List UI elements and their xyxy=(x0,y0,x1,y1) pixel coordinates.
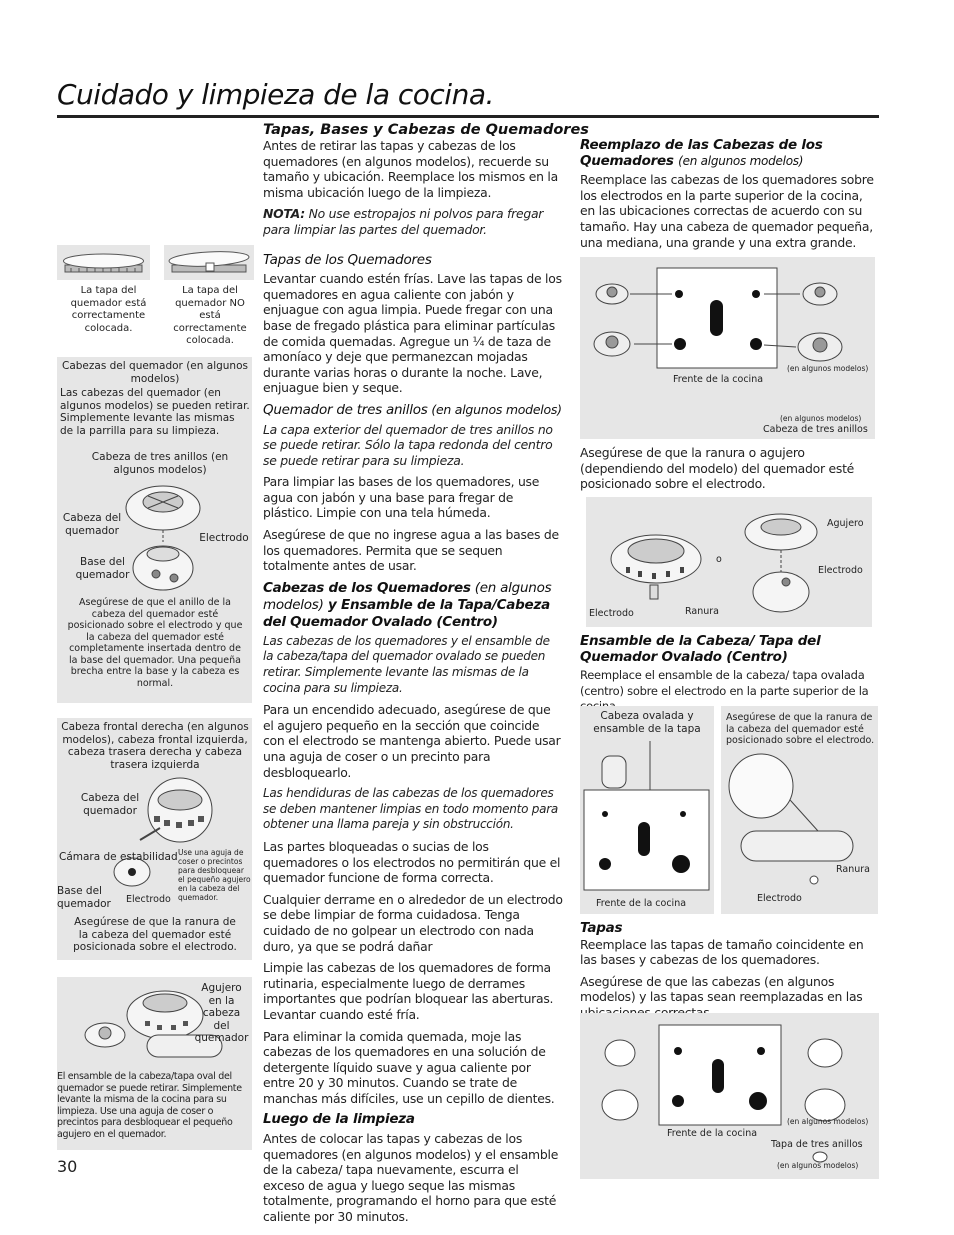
diag1-algunos1: (en algunos modelos) xyxy=(787,364,869,373)
ens-text: Reemplace el ensamble de la cabeza/ tapa ovalada (centro) sobre el electrodo en la parte superior de la xyxy=(580,668,869,698)
cab-heading-c: y Ensamble de la Tapa/Cabeza del Quemador Ovalado (Centro) xyxy=(263,596,550,630)
luego-heading: Luego de la limpieza xyxy=(263,1111,415,1128)
nota xyxy=(263,206,563,237)
correct-cap-image xyxy=(57,245,150,280)
tapas-right-text1: Reemplace las tapas de tamaño coincidente en las bases y cabezas de los quemadores. xyxy=(580,936,864,968)
nota-label: NOTA: xyxy=(263,206,305,222)
box1-burner-drawing xyxy=(118,478,208,598)
cab-text1: Para un encendido adecuado, asegúrese de que el agujero pequeño en la sección que coincide con el electrodo se mantenga abierto. Puede usar una aguja de coser o un precinto para desbloquearlo. xyxy=(263,702,561,780)
diag4-algunos2: (en algunos modelos) xyxy=(777,1161,859,1170)
box3-agujero-label: Agujero en la cabeza del quemador xyxy=(194,982,249,1044)
diag3-ranura: Ranura xyxy=(836,864,870,875)
tapas-text: Levantar cuando estén frías. Lave las tapas de los quemadores en agua caliente con jabón y enjuague con agua limpia. Puede fregar con una base de fregado plástica para eliminar partículas de comida quemadas. Agregue un ¼ de taza de amoníaco y deje que permanezcan mojadas durante varias horas o durante la noche. Lave, enjuague bien y seque. xyxy=(263,271,562,396)
box2-electrodo-label: Electrodo xyxy=(126,894,171,905)
diag1-algunos2: (en algunos modelos) xyxy=(780,414,862,423)
cab-text5: Para eliminar la comida quemada, moje las cabezas de los quemadores en una solución de detergente líquido suave y agua caliente por entre 20 y 30 minutos. Cuando se trate de manchas más difíciles, use un cepillo de dientes. xyxy=(263,1028,555,1106)
reemp-text: Reemplace las cabezas de los quemadores sobre los electrodos en la parte superior de la cocina, en las ubicaciones correctas de acuerdo con su tamaño. Hay una cabeza de quemador pequeña, una mediana, una grande y una extra grande. xyxy=(580,172,874,250)
diag2-o: o xyxy=(716,554,722,565)
page-number: 30 xyxy=(57,1157,78,1176)
reemp-heading-a: Reemplazo de las Cabezas de los Quemadores xyxy=(580,137,823,169)
diag4-tres: Tapa de tres anillos xyxy=(771,1139,863,1150)
ens-heading: Ensamble de la Cabeza/ Tapa del Quemador Ovalado (Centro) xyxy=(580,633,821,665)
diag3-asegurese: Asegúrese de que la ranura de la cabeza del quemador esté posicionado sobre el electrodo. xyxy=(726,712,875,746)
reemplazo-section xyxy=(580,138,878,256)
nota-text: No use estropajos ni polvos para fregar para limpiar las partes del quemador. xyxy=(263,206,544,237)
diag4-frente: Frente de la cocina xyxy=(667,1128,758,1139)
box1-text: Las cabezas del quemador (en algunos modelos) se pueden retirar. Simplemente levante las mismas de la parrilla para su limpieza. xyxy=(60,387,250,437)
diag2-agujero: Agujero xyxy=(827,518,864,529)
diag3-cabeza: Cabeza ovalada y ensamble de la tapa xyxy=(593,710,701,735)
reemp-heading-b: (en algunos modelos) xyxy=(678,153,804,168)
diag1-frente: Frente de la cocina xyxy=(673,374,764,385)
box2-base-label: Base del quemador xyxy=(57,885,111,910)
box3-text: El ensamble de la cabeza/tapa oval del quemador se puede retirar. Simplemente levante la misma de la cocina para su limpieza. Use una aguja de coser o precintos para desbloquear el pequeño agujero en el quemador. xyxy=(57,1071,242,1140)
cab-heading-a: Cabezas de los Quemadores xyxy=(263,579,471,596)
tres-heading: Quemador de tres anillos xyxy=(263,401,428,418)
tres-heading-sub: (en algunos modelos) xyxy=(427,401,562,417)
box1-cabeza-label: Cabeza del quemador xyxy=(62,512,122,537)
tapas-right-text2: Asegúrese de que las cabezas (en algunos modelos) y las tapas sean reemplazadas en las xyxy=(580,973,863,1005)
box2-camara-label: Cámara de estabilidad xyxy=(59,851,178,863)
incorrect-cap-image xyxy=(164,245,254,280)
box2-aguja-note: Use una aguja de coser o precintos para desbloquear el pequeño agujero en la cabeza del quemador. xyxy=(178,848,251,902)
box1-title: Cabezas del quemador (en algunos modelos) xyxy=(62,360,248,385)
cab-text4: Limpie las cabezas de los quemadores de forma rutinaria, especialmente luego de derrames importantes que podrían bloquear las aberturas. Levantar cuando esté fría. xyxy=(263,960,554,1022)
tres-italic: La capa exterior del quemador de tres anillos no se puede retirar. Sólo la tapa redonda del centro se puede retirar para su limpieza. xyxy=(263,421,553,468)
tres-text2: Asegúrese de que no ingrese agua a las bases de los quemadores. Permita que se sequen totalmente antes de usar. xyxy=(263,527,559,574)
cab-text2: Las partes bloqueadas o sucias de los quemadores o los electrodos no permitirán que el quemador funcione de forma correcta. xyxy=(263,838,561,886)
tres-text1: Para limpiar las bases de los quemadores, use agua con jabón y una base para fregar de plástico. Limpie con una tela húmeda. xyxy=(263,474,540,521)
diag1-tres: Cabeza de tres anillos xyxy=(763,424,868,435)
ranura-text: Asegúrese de que la ranura o agujero (dependiendo del modelo) del quemador esté posicionado sobre el electrodo. xyxy=(580,445,855,492)
cap-incorrect-caption: La tapa del quemador NO está correctamente colocada. xyxy=(173,285,247,346)
box1-note: Asegúrese de que el anillo de la cabeza del quemador esté posicionado sobre el electrodo y que la cabeza del quemador esté completamente insertada dentro de la base del quemador. Una pequeña brecha entre la base y la cabeza es normal. xyxy=(67,597,243,689)
tapas-section xyxy=(580,921,878,1027)
cab-text3: Cualquier derrame en o alrededor de un electrodo se debe limpiar de forma cuidadosa. Tenga cuidado de no golpear un electrodo con nada duro, ya que se podrá dañar xyxy=(263,891,563,954)
diag4-algunos1: (en algunos modelos) xyxy=(787,1117,869,1126)
diag2-ranura: Ranura xyxy=(685,606,719,617)
diag2-electrodo1: Electrodo xyxy=(818,565,863,576)
intro-text: Antes de retirar las tapas y cabezas de los quemadores (en algunos modelos), recuerde su tamaño y ubicación. Reemplace los mismos en la misma ubicación luego de la limpieza. xyxy=(263,138,558,200)
diag1-drawing xyxy=(580,257,875,439)
box2-cabeza-label: Cabeza del quemador xyxy=(80,792,140,817)
diag4-drawing xyxy=(580,1013,879,1179)
diag3-right-drawing xyxy=(721,706,878,914)
tapas-right-heading: Tapas xyxy=(580,920,623,936)
box1-tres: Cabeza de tres anillos (en algunos modelos) xyxy=(91,451,229,476)
cap-correct-caption: La tapa del quemador está correctamente colocada. xyxy=(70,285,147,334)
diag3-electrodo: Electrodo xyxy=(757,893,802,904)
page-title: Cuidado y limpieza de la cocina. xyxy=(57,78,494,111)
tapas-heading: Tapas de los Quemadores xyxy=(263,251,432,268)
cab-italic: Las cabezas de los quemadores y el ensamble de la cabeza/tapa del quemador ovalado se pueden retirar. Simplemente levante las mismas de la cocina para su limpieza. xyxy=(263,633,550,695)
luego-text: Antes de colocar las tapas y cabezas de los quemadores (en algunos modelos) y el ensamble de la cabeza/ tapa nuevamente, escurra el exceso de agua y luego seque las mismas totalmente, programando el horno para que esté caliente por 30 minutos. xyxy=(263,1131,559,1225)
box2-title: Cabeza frontal derecha (en algunos modelos), cabeza frontal izquierda, cabeza trasera derecha y cabeza trasera izquierda xyxy=(61,721,249,771)
box2-note: Asegúrese de que la ranura de la cabeza del quemador esté posicionada sobre el electrodo. xyxy=(73,916,237,953)
diag3-frente: Frente de la cocina xyxy=(596,898,687,909)
diag2-electrodo2: Electrodo xyxy=(589,608,634,619)
cab-heading-b: (en algunos modelos) xyxy=(263,579,552,613)
box1-electrodo-label: Electrodo xyxy=(199,532,249,544)
diag3-left-drawing xyxy=(580,706,714,914)
main-heading: Tapas, Bases y Cabezas de Quemadores xyxy=(263,122,589,138)
middle-column xyxy=(263,138,563,1231)
title-rule xyxy=(57,115,879,118)
box1-base-label: Base del quemador xyxy=(75,556,130,581)
cab-italic2: Las hendiduras de las cabezas de los quemadores se deben mantener limpias en todo momento para obtener una llama pareja y sin obstrucción. xyxy=(263,786,559,832)
